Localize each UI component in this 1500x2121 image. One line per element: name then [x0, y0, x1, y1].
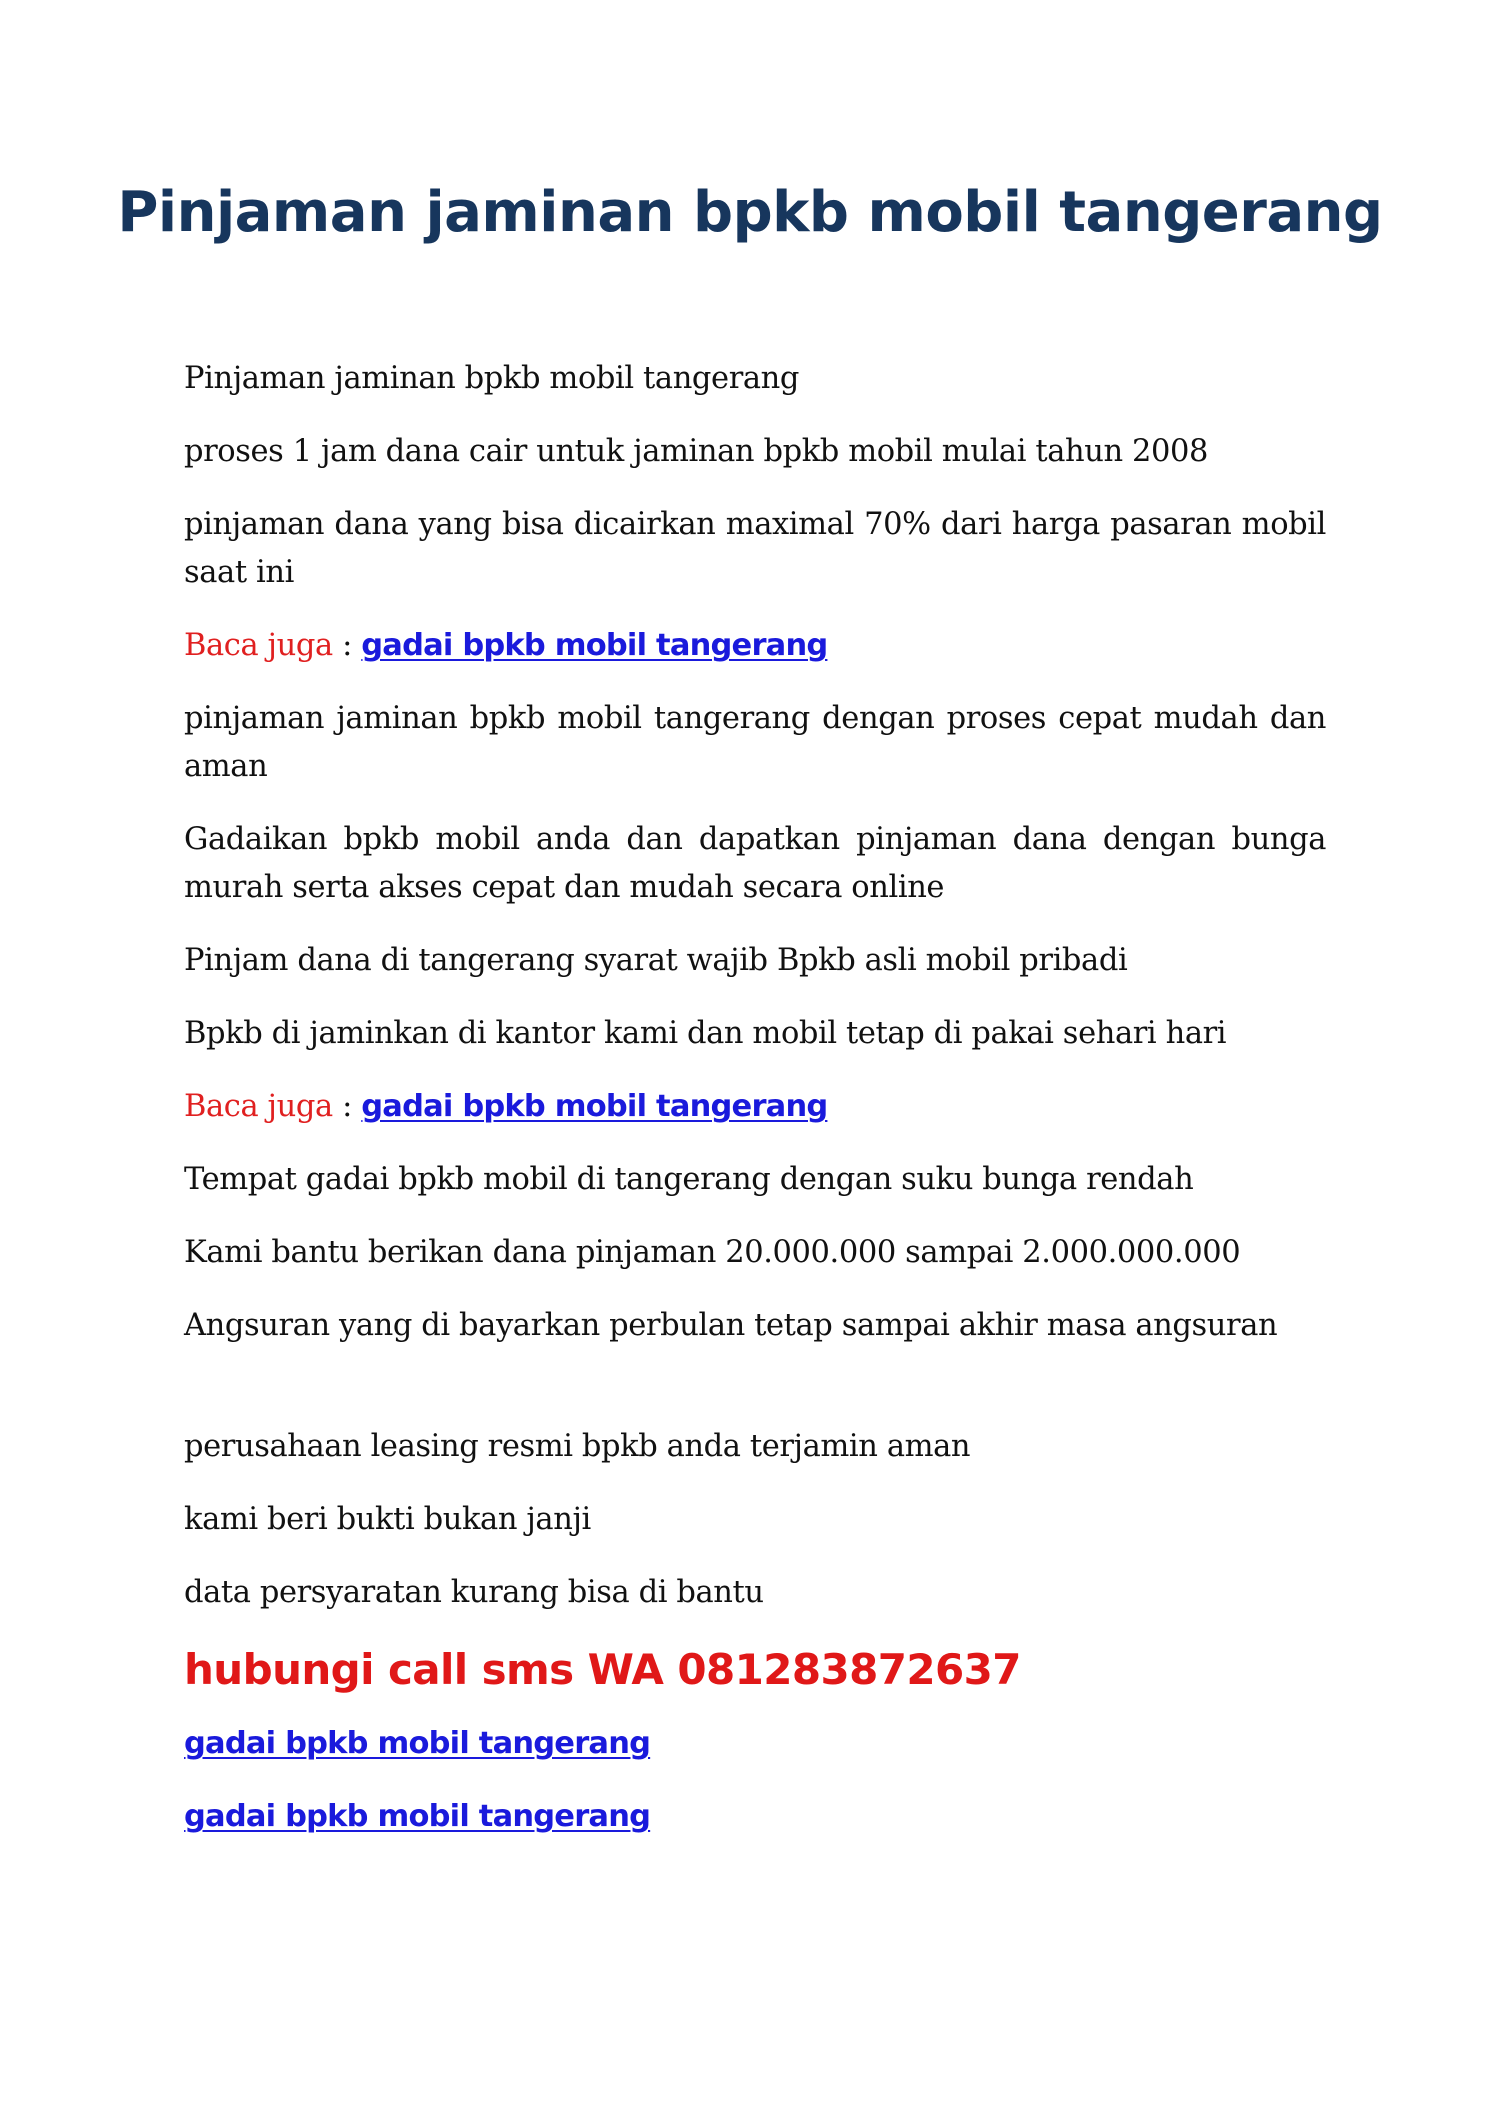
see-also-link[interactable]: gadai bpkb mobil tangerang	[361, 628, 828, 663]
see-also-label: Baca juga	[184, 1089, 333, 1124]
paragraph-fast-process: pinjaman jaminan bpkb mobil tangerang dengan proses cepat mudah dan aman	[184, 701, 1326, 784]
paragraph-online: Gadaikan bpkb mobil anda dan dapatkan pinjaman dana dengan bunga murah serta akses cepat dan mudah secara online	[184, 822, 1326, 905]
document-body	[184, 355, 1326, 1866]
see-also-label: Baca juga	[184, 628, 333, 663]
paragraph-proof: kami beri bukti bukan janji	[184, 1502, 591, 1537]
bottom-link-line	[184, 1720, 1326, 1768]
bottom-link[interactable]: gadai bpkb mobil tangerang	[184, 1726, 651, 1761]
contact-line: hubungi call sms WA 081283872637	[184, 1645, 1021, 1694]
paragraph-leasing: perusahaan leasing resmi bpkb anda terjamin aman	[184, 1429, 971, 1464]
bottom-link[interactable]: gadai bpkb mobil tangerang	[184, 1799, 651, 1834]
paragraph-low-interest: Tempat gadai bpkb mobil di tangerang dengan suku bunga rendah	[184, 1162, 1194, 1197]
see-also-link[interactable]: gadai bpkb mobil tangerang	[361, 1089, 828, 1124]
paragraph-requirement: Pinjam dana di tangerang syarat wajib Bpkb asli mobil pribadi	[184, 943, 1128, 978]
paragraph-loan-range: Kami bantu berikan dana pinjaman 20.000.000 sampai 2.000.000.000	[184, 1235, 1241, 1270]
see-also-line	[184, 622, 1326, 670]
paragraph-process: proses 1 jam dana cair untuk jaminan bpkb mobil mulai tahun 2008	[184, 434, 1209, 469]
see-also-line	[184, 1083, 1326, 1131]
paragraph-intro: Pinjaman jaminan bpkb mobil tangerang	[184, 361, 800, 396]
see-also-separator: :	[332, 628, 362, 663]
blank-line	[184, 1375, 1326, 1423]
paragraph-installment: Angsuran yang di bayarkan perbulan tetap sampai akhir masa angsuran	[184, 1308, 1278, 1343]
paragraph-max-loan: pinjaman dana yang bisa dicairkan maximal 70% dari harga pasaran mobil saat ini	[184, 507, 1326, 590]
see-also-separator: :	[332, 1089, 362, 1124]
paragraph-requirements-help: data persyaratan kurang bisa di bantu	[184, 1575, 764, 1610]
page-title: Pinjaman jaminan bpkb mobil tangerang	[117, 180, 1383, 245]
paragraph-keep-car: Bpkb di jaminkan di kantor kami dan mobil tetap di pakai sehari hari	[184, 1016, 1227, 1051]
bottom-link-line	[184, 1793, 1326, 1841]
